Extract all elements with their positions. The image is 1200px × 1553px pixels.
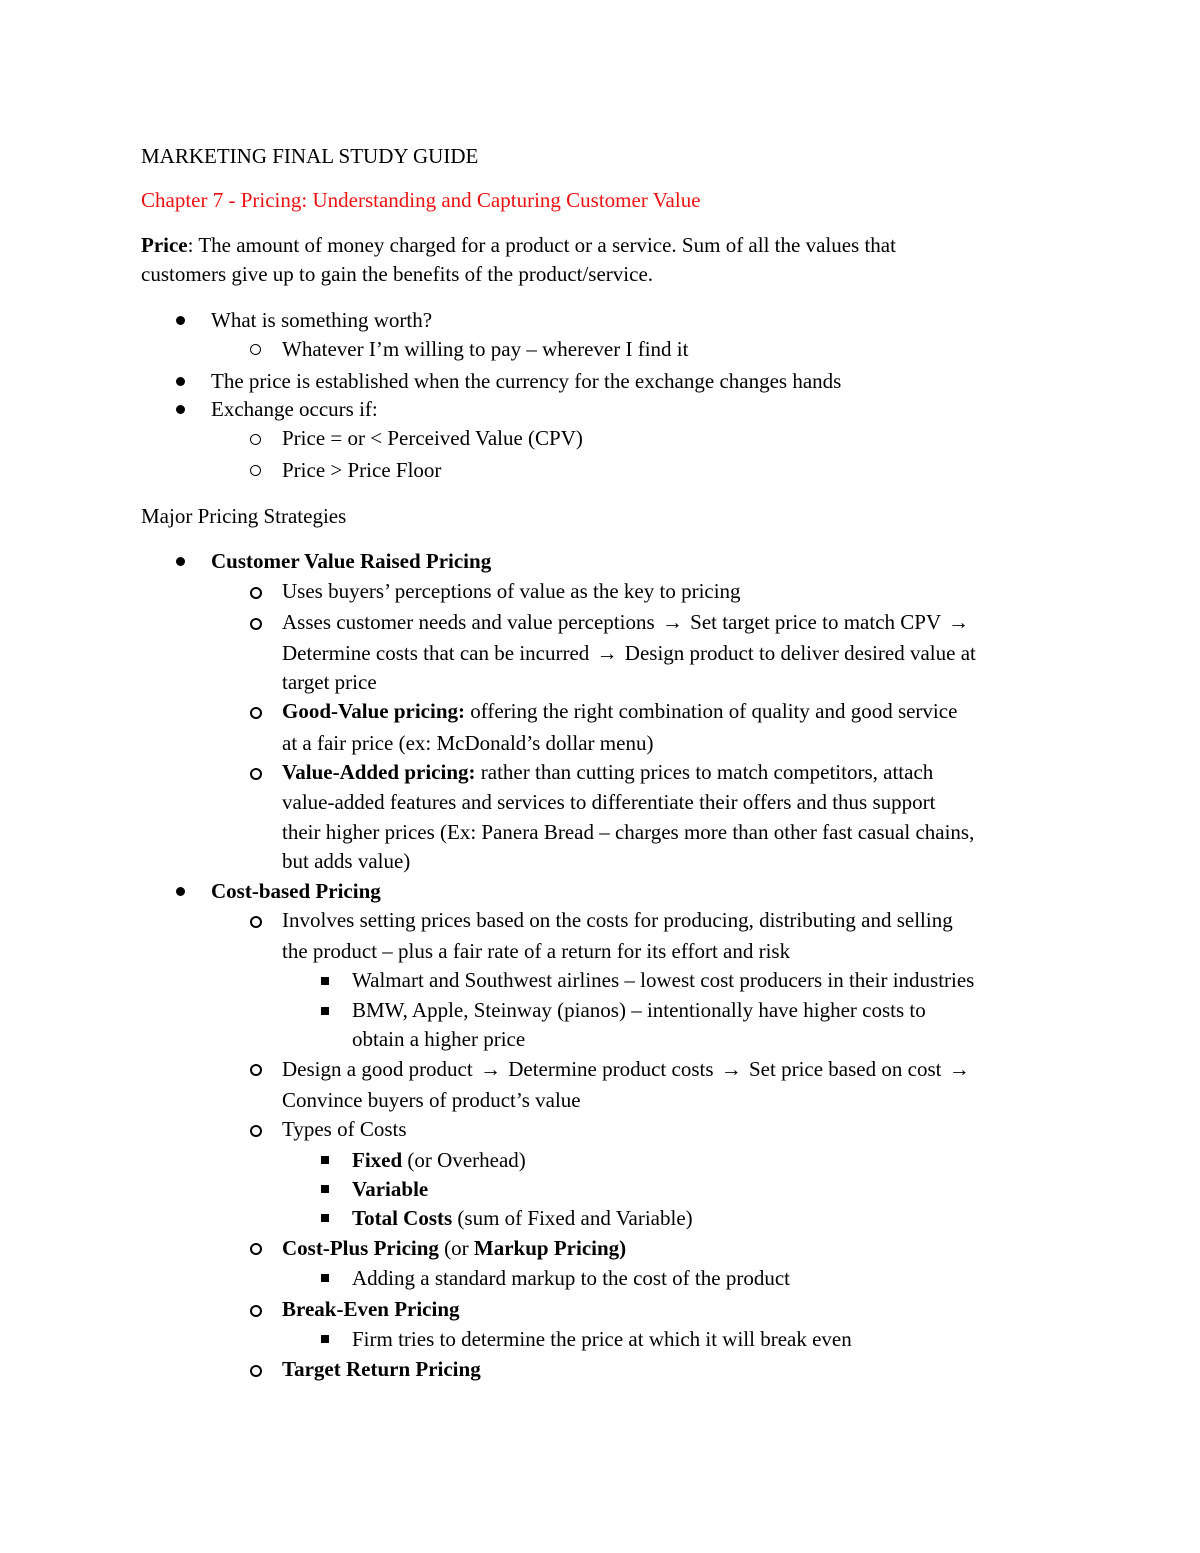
bullet-square	[321, 1185, 329, 1193]
cvb-asses-line-1	[282, 607, 971, 637]
total-costs-term: Total Costs	[352, 1206, 453, 1230]
bullet-ring	[250, 707, 262, 719]
bullet-dot	[176, 316, 185, 325]
total-costs-text: (sum of Fixed and Variable)	[452, 1206, 693, 1230]
arrow-right-icon: →	[661, 610, 683, 634]
bullet-dot	[176, 557, 185, 566]
bullet-square	[321, 1007, 329, 1015]
price-definition-line-1	[141, 230, 896, 260]
markup-term: Markup Pricing)	[473, 1236, 627, 1260]
bullet-square	[321, 977, 329, 985]
cvb-value-added-line-2: value-added features and services to differentiate their offers and thus support	[282, 790, 936, 814]
cost-plus-sub: Adding a standard markup to the cost of the product	[352, 1266, 790, 1290]
cost-plus-text: (or	[438, 1236, 474, 1260]
cvb-good-value-line-2: at a fair price (ex: McDonald’s dollar menu)	[282, 731, 654, 755]
cvb-asses-line-3: target price	[282, 670, 377, 694]
bullet-ring	[250, 1365, 262, 1377]
cvb-value-added-line-1	[282, 757, 933, 787]
value-added-text: rather than cutting prices to match competitors, attach	[475, 760, 934, 784]
list-item-exchange: Exchange occurs if:	[211, 397, 378, 421]
step-text: Design product to deliver desired value at	[624, 641, 976, 665]
cvb-good-value-line-1	[282, 696, 957, 726]
break-even-heading: Break-Even Pricing	[282, 1297, 460, 1321]
chapter-heading: Chapter 7 - Pricing: Understanding and Capturing Customer Value	[141, 188, 701, 212]
cost-involves-line-2: the product – plus a fair rate of a return for its effort and risk	[282, 939, 791, 963]
step-text: Determine costs that can be incurred	[282, 641, 590, 665]
arrow-right-icon: →	[948, 610, 969, 634]
cost-involves-line-1: Involves setting prices based on the costs for producing, distributing and selling	[282, 908, 953, 932]
cost-plus-pricing	[282, 1233, 626, 1263]
list-item-worth: What is something worth?	[211, 308, 433, 332]
bullet-ring	[250, 344, 261, 355]
bullet-ring	[250, 1243, 262, 1255]
bullet-ring	[250, 587, 262, 599]
cost-heading: Cost-based Pricing	[211, 879, 381, 903]
bullet-dot	[176, 887, 185, 896]
price-term: Price	[141, 233, 188, 257]
fixed-text: (or Overhead)	[402, 1148, 526, 1172]
cvb-heading: Customer Value Raised Pricing	[211, 549, 492, 573]
strategies-heading: Major Pricing Strategies	[141, 504, 347, 528]
fixed-term: Fixed	[352, 1148, 403, 1172]
break-even-sub: Firm tries to determine the price at which it will break even	[352, 1327, 852, 1351]
cost-bmw-line-1: BMW, Apple, Steinway (pianos) – intentionally have higher costs to	[352, 998, 926, 1022]
cost-plus-term: Cost-Plus Pricing	[282, 1236, 439, 1260]
cvb-asses-line-2	[282, 638, 976, 668]
arrow-right-icon: →	[948, 1057, 970, 1081]
bullet-square	[321, 1274, 329, 1282]
cvb-value-added-line-4: but adds value)	[282, 849, 411, 873]
arrow-right-icon: →	[596, 641, 618, 665]
bullet-ring	[250, 916, 262, 928]
cost-walmart: Walmart and Southwest airlines – lowest cost producers in their industries	[352, 968, 975, 992]
cost-total	[352, 1203, 693, 1233]
step-text: Set price based on cost	[749, 1057, 942, 1081]
step-text: Set target price to match CPV	[690, 610, 941, 634]
arrow-right-icon: →	[479, 1057, 501, 1081]
arrow-right-icon: →	[720, 1057, 742, 1081]
cvb-uses: Uses buyers’ perceptions of value as the key to pricing	[282, 579, 741, 603]
good-value-term: Good-Value pricing:	[282, 699, 465, 723]
bullet-ring	[250, 1125, 262, 1137]
bullet-ring	[250, 434, 261, 445]
value-added-term: Value-Added pricing:	[282, 760, 476, 784]
document-title: MARKETING FINAL STUDY GUIDE	[141, 144, 479, 168]
list-item-established: The price is established when the currency for the exchange changes hands	[211, 369, 842, 393]
target-return-heading: Target Return Pricing	[282, 1357, 481, 1381]
cost-fixed	[352, 1145, 526, 1175]
bullet-dot	[176, 405, 185, 414]
bullet-ring	[250, 1064, 262, 1076]
price-definition-text-1: : The amount of money charged for a product or a service. Sum of all the values that	[187, 233, 896, 257]
list-item-worth-sub: Whatever I’m willing to pay – wherever I find it	[282, 337, 689, 361]
step-text: Determine product costs	[508, 1057, 714, 1081]
bullet-ring	[250, 768, 262, 780]
cost-design-line-1	[282, 1054, 972, 1084]
bullet-square	[321, 1156, 329, 1164]
good-value-text: offering the right combination of quality and good service	[465, 699, 958, 723]
list-item-exchange-sub-2: Price > Price Floor	[282, 458, 442, 482]
bullet-dot	[176, 377, 185, 386]
bullet-ring	[250, 465, 261, 476]
list-item-exchange-sub-1: Price = or < Perceived Value (CPV)	[282, 426, 583, 450]
bullet-square	[321, 1214, 329, 1222]
step-text: Design a good product	[282, 1057, 473, 1081]
cost-design-line-2: Convince buyers of product’s value	[282, 1088, 581, 1112]
step-text: Asses customer needs and value perceptions	[282, 610, 655, 634]
cost-types: Types of Costs	[282, 1117, 407, 1141]
cost-variable: Variable	[352, 1177, 429, 1201]
price-definition-line-2: customers give up to gain the benefits of the product/service.	[141, 262, 654, 286]
cost-bmw-line-2: obtain a higher price	[352, 1027, 526, 1051]
cvb-value-added-line-3: their higher prices (Ex: Panera Bread – charges more than other fast casual chains,	[282, 820, 975, 844]
bullet-ring	[250, 1305, 262, 1317]
bullet-square	[321, 1335, 329, 1343]
bullet-ring	[250, 618, 262, 630]
